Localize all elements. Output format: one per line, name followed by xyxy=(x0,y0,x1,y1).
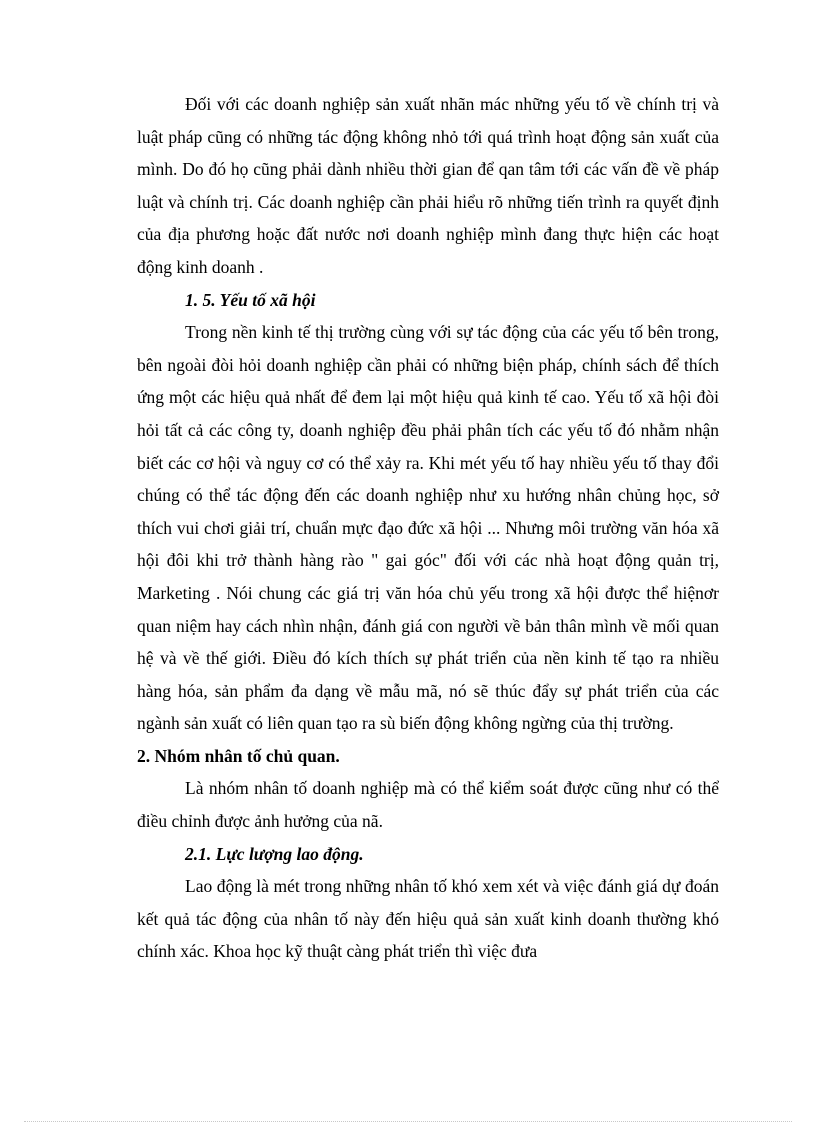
paragraph-political-factors: Đối với các doanh nghiệp sản xuất nhãn mác những yếu tố về chính trị và luật pháp cũng có những tác động không nhỏ tới quá trình hoạt động sản xuất của mình. Do đó họ cũng phải dành nhiều thời gian để qan tâm tới các vấn đề về pháp luật và chính trị. Các doanh nghiệp cần phải hiểu rõ những tiến trình ra quyết định của địa phương hoặc đất nước nơi doanh nghiệp mình đang thực hiện các hoạt động kinh doanh . xyxy=(137,94,719,277)
paragraph-social-factors: Trong nền kinh tế thị trường cùng với sự tác động của các yếu tố bên trong, bên ngoài đòi hỏi doanh nghiệp cần phải có những biện pháp, chính sách để thích ứng một các hiệu quả nhất để đem lại một hiệu quả kinh tế cao. Yếu tố xã hội đòi hỏi tất cả các công ty, doanh nghiệp đều phải phân tích các yếu tố đó nhằm nhận biết các cơ hội và nguy cơ có thể xảy ra. Khi mét yếu tố hay nhiều yếu tố thay đổi chúng có thể tác động đến các doanh nghiệp như xu hướng nhân chủng học, sở thích vui chơi giải trí, chuẩn mực đạo đức xã hội ... Nhưng môi trường văn hóa xã hội đôi khi trở thành hàng rào " gai góc" đối với các nhà hoạt động quản trị, Marketing . Nói chung các giá trị văn hóa chủ yếu trong xã hội được thể hiệnơr quan niệm hay cách nhìn nhận, đánh giá con người về bản thân mình về mối quan hệ và về thế giới. Điều đó kích thích sự phát triển của nền kinh tế tạo ra nhiều hàng hóa, sản phẩm đa dạng về mẫu mã, nó sẽ thúc đẩy sự phát triển của các ngành sản xuất có liên quan tạo ra sù biến động không ngừng của thị trường. xyxy=(137,322,719,734)
section-heading-labor-force: 2.1. Lực lượng lao động. xyxy=(185,843,364,864)
paragraph-labor-force: Lao động là mét trong những nhân tố khó xem xét và việc đánh giá dự đoán kết quả tác động của nhân tố này đến hiệu quả sản xuất kinh doanh thường khó chính xác. Khoa học kỹ thuật càng phát triển thì việc đưa xyxy=(137,876,719,962)
page-bottom-divider xyxy=(24,1121,792,1122)
document-body xyxy=(137,88,719,968)
section-heading-subjective-factors: 2. Nhóm nhân tố chủ quan. xyxy=(137,745,340,766)
paragraph-subjective-factors: Là nhóm nhân tố doanh nghiệp mà có thể kiểm soát được cũng như có thể điều chỉnh được ảnh hưởng của nã. xyxy=(137,778,719,832)
section-heading-social-factors: 1. 5. Yếu tố xã hội xyxy=(185,289,316,310)
